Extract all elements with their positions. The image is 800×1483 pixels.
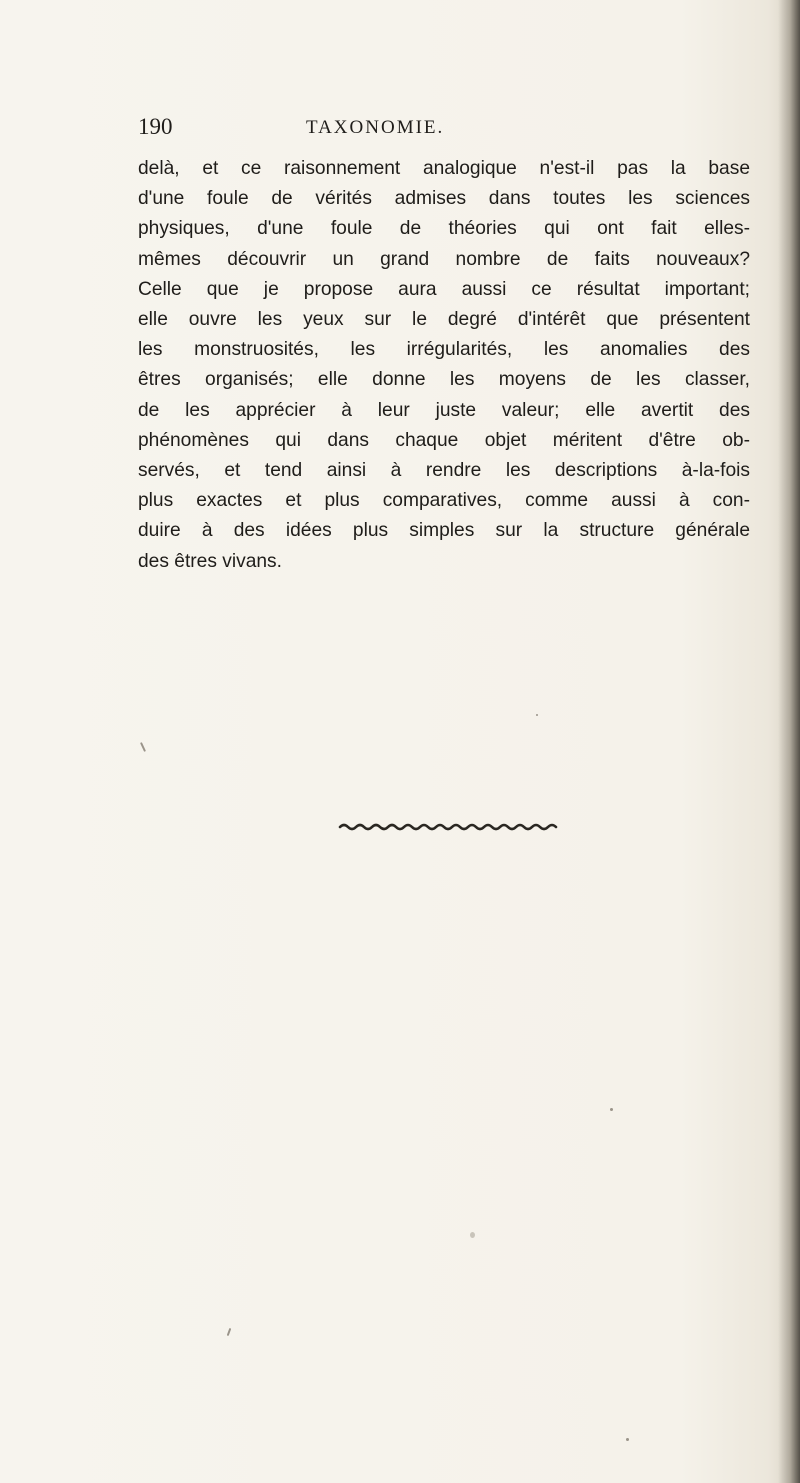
text-line: elle ouvre les yeux sur le degré d'intérêt que présentent — [138, 309, 750, 331]
text-line: les monstruosités, les irrégularités, les anomalies des — [138, 339, 750, 361]
text-line: des êtres vivans. — [138, 550, 282, 572]
text-line: duire à des idées plus simples sur la structure générale — [138, 520, 750, 542]
paper-speck — [626, 1438, 629, 1441]
text-line: delà, et ce raisonnement analogique n'est-il pas la base — [138, 158, 750, 179]
running-title: TAXONOMIE. — [306, 117, 445, 138]
page-edge-shadow — [778, 0, 800, 1483]
text-line: mêmes découvrir un grand nombre de faits nouveaux? — [138, 248, 750, 270]
paper-speck — [227, 1328, 232, 1336]
page-header — [138, 112, 758, 148]
text-line: d'une foule de vérités admises dans toutes les sciences — [138, 188, 750, 210]
paper-speck — [536, 714, 538, 716]
page-number: 190 — [138, 114, 173, 139]
paper-speck — [470, 1232, 475, 1238]
paper-speck — [610, 1108, 613, 1111]
text-line: de les apprécier à leur juste valeur; elle avertit des — [138, 399, 750, 421]
paper-speck — [140, 742, 146, 752]
text-line: phénomènes qui dans chaque objet méritent d'être ob- — [138, 429, 750, 451]
text-line: êtres organisés; elle donne les moyens de les classer, — [138, 369, 750, 391]
body-paragraph — [138, 154, 750, 577]
wavy-ornament-rule — [338, 822, 560, 832]
text-line: servés, et tend ainsi à rendre les descriptions à-la-fois — [138, 460, 750, 482]
text-line: Celle que je propose aura aussi ce résultat important; — [138, 278, 750, 300]
text-line: plus exactes et plus comparatives, comme aussi à con- — [138, 490, 750, 512]
text-line: physiques, d'une foule de théories qui ont fait elles- — [138, 218, 750, 240]
